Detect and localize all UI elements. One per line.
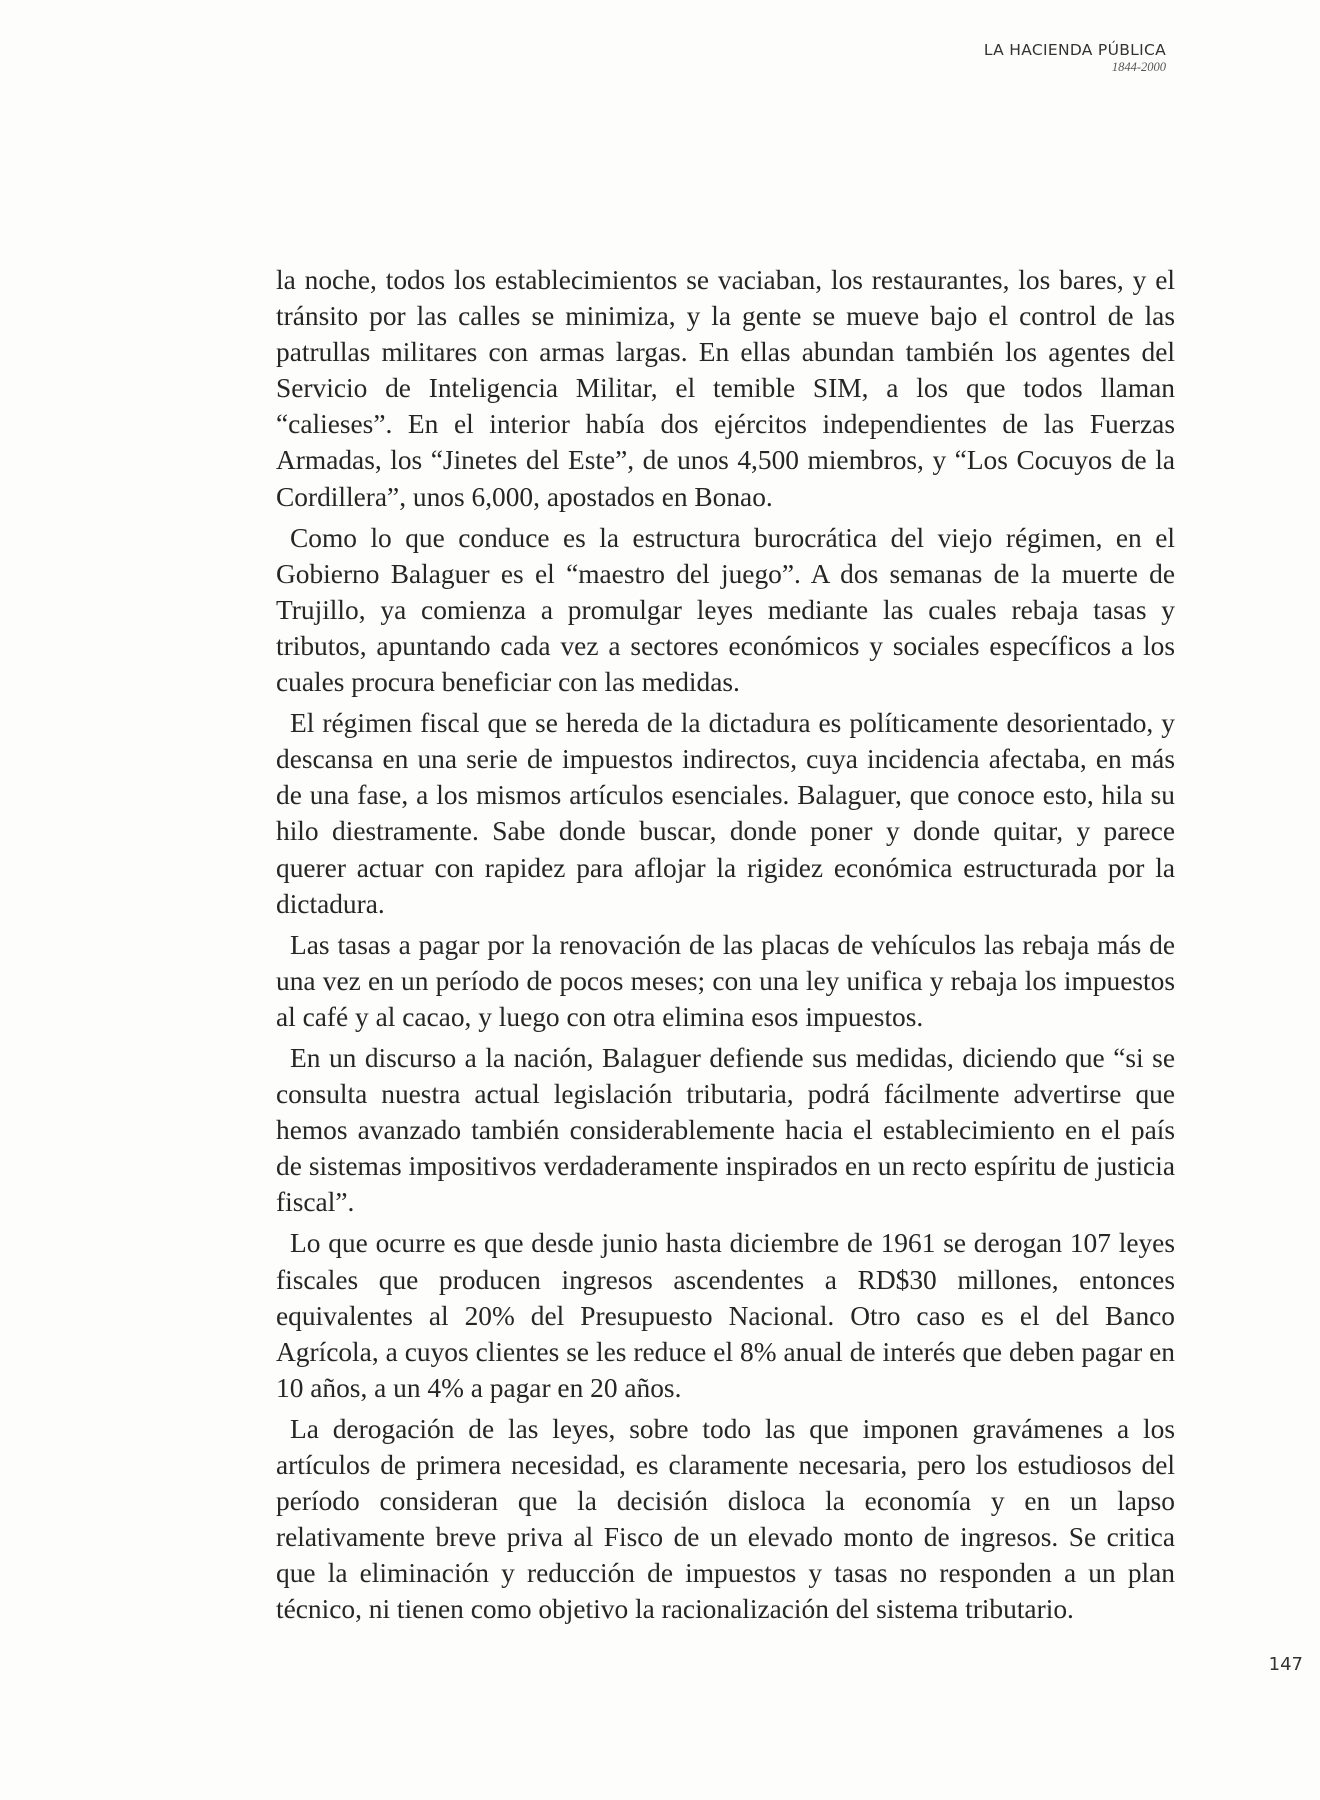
body-text bbox=[276, 262, 1175, 1632]
paragraph-6: Lo que ocurre es que desde junio hasta diciembre de 1961 se derogan 107 leyes fiscales que producen ingresos ascendentes a RD$30 millones, entonces equivalentes al 20% del Presupuesto Nacional. Otro caso es el del Banco Agrícola, a cuyos clientes se les reduce el 8% anual de interés que deben pagar en 10 años, a un 4% a pagar en 20 años. bbox=[276, 1228, 1175, 1403]
paragraph-3: El régimen fiscal que se hereda de la dictadura es políticamente desorientado, y descansa en una serie de impuestos indirectos, cuya incidencia afectaba, en más de una fase, a los mismos artículos esenciales. Balaguer, que conoce esto, hila su hilo diestramente. Sabe donde buscar, donde poner y donde quitar, y parece querer actuar con rapidez para aflojar la rigidez económica estructurada por la dictadura. bbox=[276, 708, 1175, 919]
page-number: 147 bbox=[1268, 1654, 1303, 1675]
header-years: 1844-2000 bbox=[1111, 60, 1166, 74]
paragraph-2: Como lo que conduce es la estructura burocrática del viejo régimen, en el Gobierno Balaguer es el “maestro del juego”. A dos semanas de la muerte de Trujillo, ya comienza a promulgar leyes mediante las cuales rebaja tasas y tributos, apuntando cada vez a sectores económicos y sociales específicos a los cuales procura beneficiar con las medidas. bbox=[276, 522, 1175, 698]
paragraph-7: La derogación de las leyes, sobre todo las que imponen gravámenes a los artículos de primera necesidad, es claramente necesaria, pero los estudiosos del período consideran que la decisión disloca la economía y en un lapso relativamente breve priva al Fisco de un elevado monto de ingresos. Se critica que la eliminación y reducción de impuestos y tasas no responden a un plan técnico, ni tienen como objetivo la racionalización del sistema tributario. bbox=[276, 1413, 1175, 1625]
header-title: LA HACIENDA PÚBLICA bbox=[983, 41, 1166, 59]
paragraph-5: En un discurso a la nación, Balaguer defiende sus medidas, diciendo que “si se consulta nuestra actual legislación tributaria, podrá fácilmente advertirse que hemos avanzado también considerablemente hacia el establecimiento en el país de sistemas impositivos verdaderamente inspirados en un recto espíritu de justicia fiscal”. bbox=[276, 1042, 1175, 1218]
running-header bbox=[984, 40, 1166, 74]
paragraph-1: la noche, todos los establecimientos se vaciaban, los restaurantes, los bares, y el tránsito por las calles se minimiza, y la gente se mueve bajo el control de las patrullas militares con armas largas. En ellas abundan también los agentes del Servicio de Inteligencia Militar, el temible SIM, a los que todos llaman “calieses”. En el interior había dos ejércitos independientes de las Fuerzas Armadas, los “Jinetes del Este”, de unos 4,500 miembros, y “Los Cocuyos de la Cordillera”, unos 6,000, apostados en Bonao. bbox=[276, 265, 1175, 512]
paragraph-4: Las tasas a pagar por la renovación de las placas de vehículos las rebaja más de una vez en un período de pocos meses; con una ley unifica y rebaja los impuestos al café y al cacao, y luego con otra elimina esos impuestos. bbox=[276, 929, 1175, 1032]
